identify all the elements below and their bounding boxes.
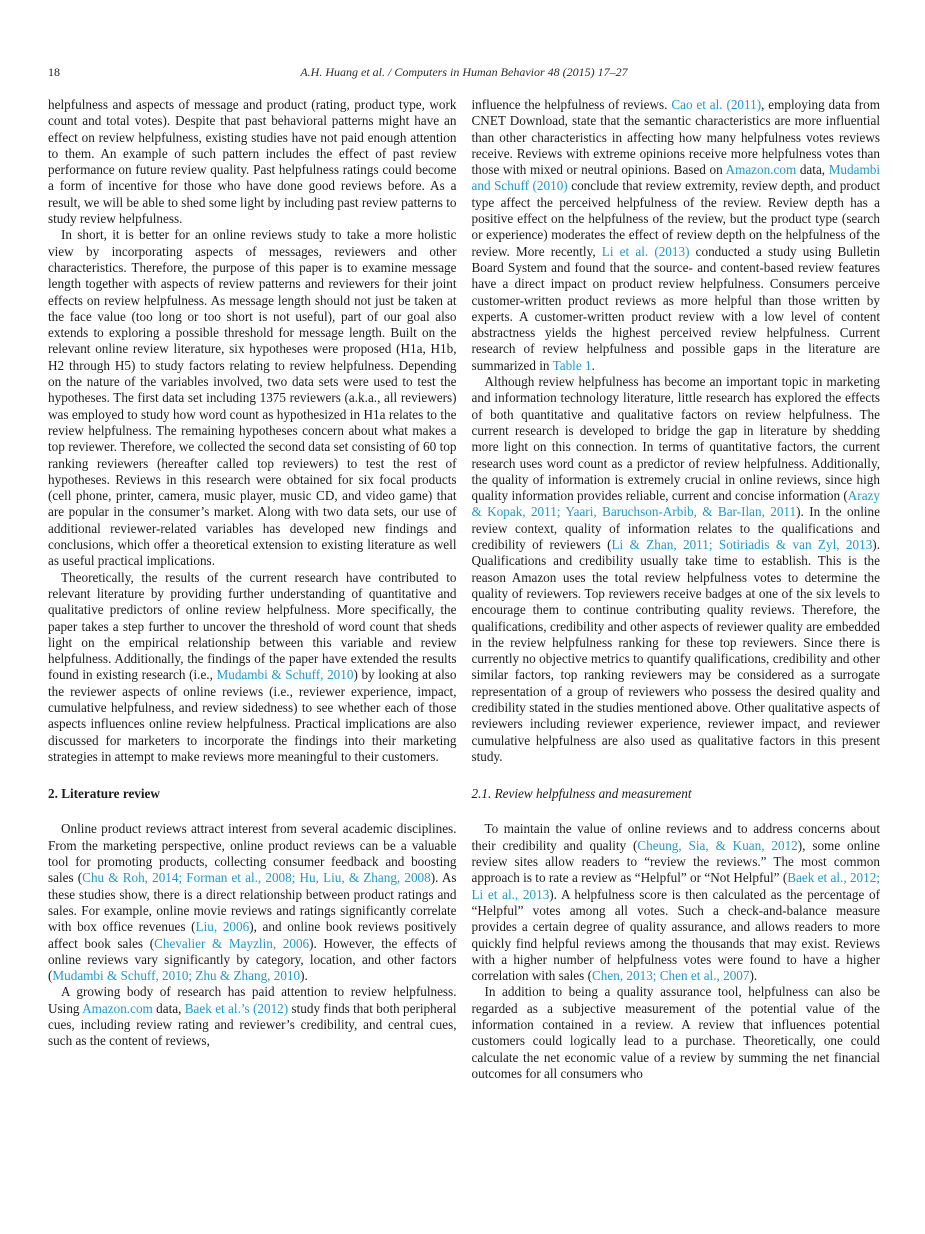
paragraph: In short, it is better for an online reviews study to take a more holistic view by incorporating aspects of messages, reviewers and other characteristics. Therefore, the purpose of this paper is to examine message length together with aspects of review patterns and reviewers for their joint effects on review helpfulness. As message length should not just be taken at the face value (too long or too short is not useful), part of our goal also extends to exploring a possible threshold for message length. Built on the relevant online review literature, six hypotheses were proposed (H1a, H1b, H2 through H5) to study factors relating to review helpfulness. Depending on the nature of the variables involved, two data sets were used to test the hypotheses. The first data set including 1375 reviewers (a.k.a., all reviewers) was employed to study how word count as hypothesized in H1a relates to the review helpfulness. The remaining hypotheses concern about what makes a top reviewer. Therefore, we collected the second data set consisting of 60 top ranking reviewers (hereafter called top reviewers) to test the rest of hypotheses. Reviews in this research were obtained for six focal products (cell phone, printer, camera, music player, music CD, and video game) that are popular in the consumer’s market. Along with two data sets, our use of additional reviewer-related variables has developed new findings and conclusions, which offer a theoretical extension to existing literature as well as useful practical implications. xyxy=(48,227,457,569)
paragraph: Although review helpfulness has become an important topic in marketing and information technology literature, little research has explored the effects of both quantitative and qualitative factors on review helpfulness. The current research is developed to bridge the gap in literature by shedding more light on this connection. In terms of quantitative factors, the current research uses word count as a predictor of review helpfulness. Additionally, the quality of information is extremely crucial in online reviews, since high quality information provides reliable, current and concise information (Arazy & Kopak, 2011; Yaari, Baruchson-Arbib, & Bar-Ilan, 2011). In the online review context, quality of information relates to the qualifications and credibility of reviewers (Li & Zhan, 2011; Sotiriadis & van Zyl, 2013). Qualifications and credibility usually take time to establish. This is the reason Amazon uses the total review helpfulness votes to determine the quality of reviewers. Top reviewers receive badges at one of the six levels to encourage them to continue contributing quality reviews. Therefore, the qualifications, credibility and other aspects of reviewer quality are embedded in the review helpfulness ranking for these top reviewers. Since there is currently no objective metrics to quantify qualifications, credibility and other similar factors, top ranking reviewers may be considered as a surrogate representation of a group of reviewers who possess the desired quality and credibility stated in the studies mentioned above. Other qualitative aspects of reviewers including reviewer experience, reviewer impact, and reviewer cumulative helpfulness are also used as qualitative factors in this present study. xyxy=(471,374,880,764)
citation-link[interactable]: Arazy & Kopak, 2011; Yaari, Baruchson-Arbib, & Bar-Ilan, 2011 xyxy=(471,488,880,520)
citation-link[interactable]: Li & Zhan, 2011; Sotiriadis & van Zyl, 2013 xyxy=(611,537,873,553)
citation-link[interactable]: Amazon.com xyxy=(725,162,797,178)
paragraph: Online product reviews attract interest from several academic disciplines. From the marketing perspective, online product reviews can be a valuable tool for promoting products, collecting consumer feedback and boosting sales (Chu & Roh, 2014; Forman et al., 2008; Hu, Liu, & Zhang, 2008). As these studies show, there is a direct relationship between product ratings and sales. For example, online movie reviews and ratings significantly correlate with box office revenues (Liu, 2006), and online book reviews positively affect book sales (Chevalier & Mayzlin, 2006). However, the effects of online reviews vary significantly by category, location, and other factors (Mudambi & Schuff, 2010; Zhu & Zhang, 2010). xyxy=(48,821,457,984)
citation-link[interactable]: Mudambi & Schuff, 2010; Zhu & Zhang, 2010 xyxy=(52,968,301,984)
citation-link[interactable]: Cheung, Sia, & Kuan, 2012 xyxy=(637,837,798,853)
page-number: 18 xyxy=(48,65,60,79)
citation-link[interactable]: Baek et al.’s (2012) xyxy=(184,1000,289,1016)
citation-link[interactable]: Chu & Roh, 2014; Forman et al., 2008; Hu, Liu, & Zhang, 2008 xyxy=(82,870,431,886)
right-column xyxy=(472,97,881,1082)
citation-link[interactable]: Amazon.com xyxy=(82,1000,153,1016)
left-column xyxy=(48,97,457,1082)
citation-link[interactable]: Chen, 2013; Chen et al., 2007 xyxy=(591,968,750,984)
paragraph: Theoretically, the results of the current research have contributed to relevant literature by providing further understanding of quantitative and qualitative predictors of online review helpfulness. More specifically, the paper takes a step further to uncover the threshold of word count that sheds light on the empirical relationship between this variable and review helpfulness. Additionally, the findings of the paper have extended the results found in existing research (i.e., Mudambi & Schuff, 2010) by looking at also the reviewer aspects of online reviews (i.e., reviewer experience, impact, cumulative helpfulness, and review sidedness) to see whether each of those aspects influences online review helpfulness. Practical implications are also discussed for marketers to incorporate the findings into their marketing strategies in attempt to make reviews more meaningful to their customers. xyxy=(48,569,457,764)
paragraph: helpfulness and aspects of message and product (rating, product type, work count and total votes). Despite that past behavioral patterns might have an effect on review helpfulness, existing studies have not paid enough attention to them. An example of such pattern includes the effect of past review performance on future review quality. Past helpfulness ratings could become a form of incentive for those who have done good reviews before. As a result, we will be able to shed some light by including past review patterns to study review helpfulness. xyxy=(48,97,457,227)
citation-link[interactable]: Liu, 2006 xyxy=(195,919,250,935)
page-header xyxy=(48,65,880,81)
citation-link[interactable]: Mudambi and Schuff (2010) xyxy=(471,162,880,194)
citation-link[interactable]: Mudambi & Schuff, 2010 xyxy=(216,667,354,683)
paragraph: A growing body of research has paid attention to review helpfulness. Using Amazon.com data, Baek et al.’s (2012) study finds that both peripheral cues, including review rating and reviewer’s credibility, and central cues, such as the content of reviews, xyxy=(48,984,457,1049)
paragraph: influence the helpfulness of reviews. Cao et al. (2011), employing data from CNET Download, state that the semantic characteristics are more influential than other characteristics in affecting how many helpfulness votes reviews receive. Reviews with extreme opinions receive more helpfulness votes than those with mixed or neutral opinions. Based on Amazon.com data, Mudambi and Schuff (2010) conclude that review extremity, review depth, and product type affect the perceived helpfulness of the review. Review depth has a positive effect on the helpfulness of the review, but the product type (search or experience) moderates the effect of review depth on the helpfulness of the review. More recently, Li et al. (2013) conducted a study using Bulletin Board System and found that the source- and content-based review features have a direct impact on product review helpfulness. Consumers perceive customer-written product reviews as more helpful than those written by experts. A customer-written product review with a low level of content abstractness yields the highest perceived review helpfulness. Current research of review helpfulness and possible gaps in the literature are summarized in Table 1. xyxy=(471,97,880,373)
section-heading: 2. Literature review xyxy=(48,786,160,802)
citation-link[interactable]: Baek et al., 2012; Li et al., 2013 xyxy=(471,870,880,902)
paragraph: To maintain the value of online reviews and to address concerns about their credibility and quality (Cheung, Sia, & Kuan, 2012), some online review sites allow readers to “review the reviews.” The most common approach is to rate a review as “Helpful” or “Not Helpful” (Baek et al., 2012; Li et al., 2013). A helpfulness score is then calculated as the percentage of “Helpful” votes among all votes. Such a check-and-balance measure provides a certain degree of quality assurance, and allows readers to more quickly find helpful reviews among the thousands that may exist. Reviews with a higher number of helpfulness votes were found to have a higher correlation with sales (Chen, 2013; Chen et al., 2007). xyxy=(471,821,880,984)
citation-link[interactable]: Table 1 xyxy=(552,357,592,373)
two-column-body xyxy=(48,97,880,1082)
citation-link[interactable]: Chevalier & Mayzlin, 2006 xyxy=(154,935,310,951)
paragraph: In addition to being a quality assurance tool, helpfulness can also be regarded as a subjective measurement of the potential value of the information contained in a review. A review that influences potential customers could logically lead to a purchase. Theoretically, one could calculate the net economic value of a review by summing the net financial outcomes for all consumers who xyxy=(471,984,880,1081)
citation-link[interactable]: Li et al. (2013) xyxy=(601,243,690,259)
running-head: A.H. Huang et al. / Computers in Human Behavior 48 (2015) 17–27 xyxy=(300,65,628,79)
subsection-heading: 2.1. Review helpfulness and measurement xyxy=(471,786,692,802)
citation-link[interactable]: Cao et al. (2011) xyxy=(671,97,762,112)
